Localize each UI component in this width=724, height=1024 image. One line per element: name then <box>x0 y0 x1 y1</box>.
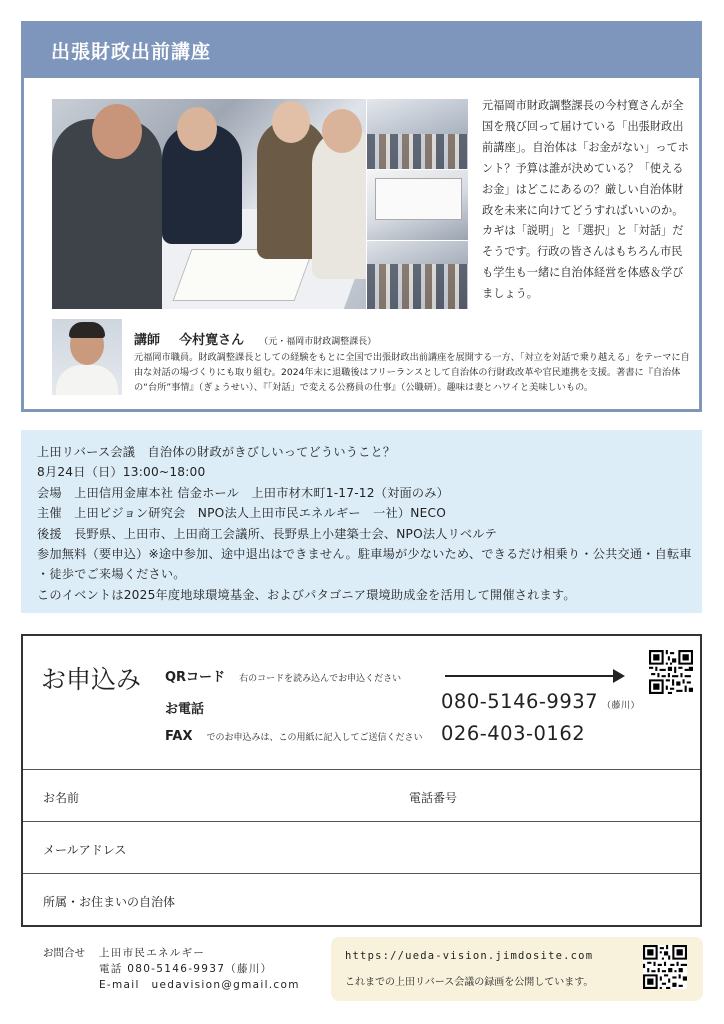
event-supporters: 後援 長野県、上田市、上田商工会議所、長野県上小建築士会、NPO法人リベルテ <box>37 526 497 541</box>
phone-field-label: 電話番号 <box>409 791 458 805</box>
lecture-intro: 元福岡市財政調整課長の今村寛さんが全国を飛び回って届けている「出張財政出前講座」。自治体は「お金がない」ってホント？予算は誰が決めている？「使えるお金」はどこにあるの？厳しい自治体財政を未来に向けてどうすればいいのか。カギは「説明」と「選択」と「対話」だそうです。行政の皆さんはもちろん市民も学生も一緒に自治体経営を体感＆学びましょう。 <box>482 99 689 301</box>
event-details <box>37 442 692 605</box>
contact-email[interactable]: E-mail uedavision@gmail.com <box>99 978 300 991</box>
email-row[interactable] <box>23 821 700 873</box>
name-field-label: お名前 <box>43 791 80 805</box>
lecture-title: 出張財政出前講座 <box>51 41 212 63</box>
workshop-photo <box>52 99 366 309</box>
phone-number[interactable] <box>441 690 640 713</box>
email-field-label: メールアドレス <box>43 843 127 857</box>
application-qr-code-icon[interactable] <box>649 650 693 694</box>
phone-person: （藤川） <box>602 701 641 711</box>
affiliation-field-label: 所属・お住まいの自治体 <box>43 895 176 909</box>
phone-number-text[interactable]: 080-5146-9937 <box>441 690 599 713</box>
lecturer-heading <box>134 329 376 348</box>
fax-label: FAX <box>165 729 193 744</box>
lecture-card <box>21 21 702 412</box>
phone-method <box>165 698 204 717</box>
website-url[interactable]: https://ueda-vision.jimdosite.com <box>345 950 594 962</box>
lecturer-role: 講師 <box>134 333 161 348</box>
lecture-header <box>24 24 699 78</box>
qr-label: QRコード <box>165 670 226 685</box>
phone-label: お電話 <box>165 702 205 717</box>
application-methods <box>23 636 700 769</box>
event-organizers: 主催 上田ビジョン研究会 NPO法人上田市民エネルギー 一社）NECO <box>37 506 446 521</box>
website-note: これまでの上田リバース会議の録画を公開しています。 <box>345 977 594 988</box>
contact-info <box>43 946 300 993</box>
audience-photo <box>367 241 468 309</box>
event-date: 8月24日（日）13:00~18:00 <box>37 465 206 480</box>
event-admission: 参加無料（要申込）※途中参加、途中退出はできません。駐車場が少ないため、できるだけ相乗り・公共交通・自転車 <box>37 547 692 562</box>
seminar-hall-photo <box>367 99 468 169</box>
name-phone-row[interactable] <box>23 769 700 821</box>
application-title: お申込み <box>41 665 142 694</box>
application-form <box>21 634 702 927</box>
event-info <box>21 430 702 613</box>
lecturer-note: （元・福岡市財政調整課長） <box>259 337 377 347</box>
website-qr-code-icon[interactable] <box>643 945 687 989</box>
lecturer-name: 今村寛さん <box>179 333 245 348</box>
qr-method <box>165 666 401 685</box>
qr-desc: 右のコードを読み込んでお申込ください <box>239 674 402 684</box>
arrow-right-icon <box>445 675 615 677</box>
contact-label: お問合せ <box>43 947 85 959</box>
website-box <box>331 937 703 1001</box>
contact-org: 上田市民エネルギー <box>99 947 206 959</box>
fax-method <box>165 729 423 744</box>
lecturer-portrait <box>52 319 122 395</box>
event-access: ・徒歩でご来場ください。 <box>37 567 186 582</box>
fax-number[interactable]: 026-403-0162 <box>441 722 586 745</box>
event-venue: 会場 上田信用金庫本社 信金ホール 上田市材木町1-17-12（対面のみ） <box>37 485 450 500</box>
affiliation-row[interactable] <box>23 873 700 925</box>
event-title: 上田リバース会議 自治体の財政がきびしいってどういうこと？ <box>37 445 396 459</box>
fax-desc: でのお申込みは、この用紙に記入してご送信ください <box>206 733 423 743</box>
contact-phone[interactable]: 電話 080-5146-9937（藤川） <box>99 962 273 975</box>
lecturer-bio: 元福岡市職員。財政調整課長としての経験をもとに全国で出張財政出前講座を展開する一方、「対立を対話で乗り越える」をテーマに自由な対話の場づくりにも取り組む。2024年末に退職後はフリーランスとして自治体の行財政改革や官民連携を支援。著書に『自治体の“台所”事情』（ぎょうせい）、『「対話」で変える公務員の仕事』（公職研）。趣味は妻とハワイと美味しいもの。 <box>134 352 690 393</box>
whiteboard-photo <box>367 170 468 240</box>
event-funding: このイベントは2025年度地球環境基金、およびパタゴニア環境助成金を活用して開催されます。 <box>37 587 576 602</box>
